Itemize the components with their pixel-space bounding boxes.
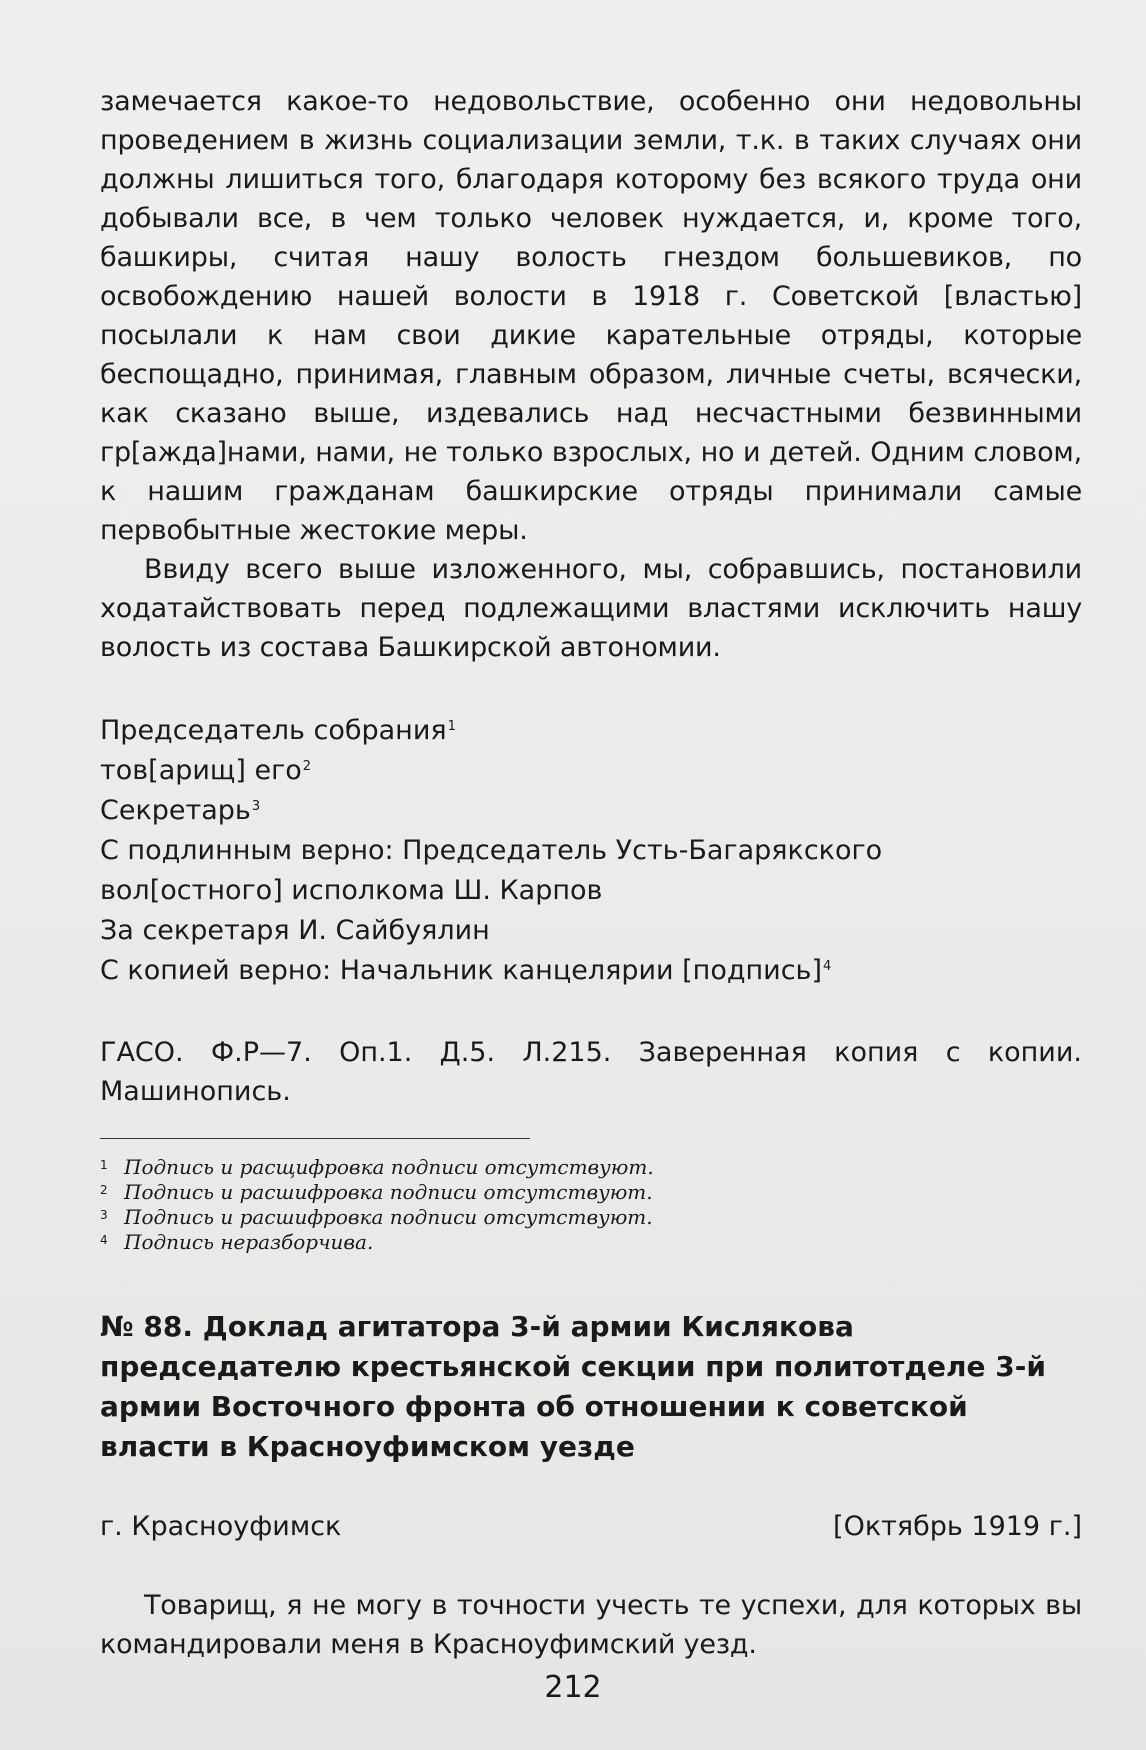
footnote-3-text: Подпись и расшифровка подписи отсутствуют. xyxy=(124,1205,653,1229)
footnote-4 xyxy=(100,1230,1082,1255)
page-number: 212 xyxy=(544,1670,602,1705)
signature-comrade-text: тов[арищ] его xyxy=(100,755,302,786)
signature-chairman-text: Председатель собрания xyxy=(100,715,447,746)
document-88-place-date xyxy=(100,1507,1082,1546)
footnote-2 xyxy=(100,1180,1082,1205)
footnote-4-number: 4 xyxy=(100,1233,108,1247)
footnote-ref-4: 4 xyxy=(823,959,832,974)
signature-block xyxy=(100,711,1082,991)
page-content xyxy=(100,82,1082,1664)
body-paragraph-2: Ввиду всего выше изложенного, мы, собравшись, постановили ходатайствовать перед подлежащими властями исключить нашу волость из состава Башкирской автономии. xyxy=(100,554,1082,663)
footnote-4-text: Подпись неразборчива. xyxy=(124,1230,374,1254)
footnote-divider xyxy=(100,1138,530,1139)
footnote-3 xyxy=(100,1205,1082,1230)
footnote-1-number: 1 xyxy=(100,1158,108,1172)
signature-chairman xyxy=(100,711,1082,751)
footnote-ref-2: 2 xyxy=(302,759,312,774)
document-88-place: г. Красноуфимск xyxy=(100,1511,342,1542)
signature-secretary xyxy=(100,791,1082,831)
certified-copy-line xyxy=(100,951,1082,991)
footnote-2-number: 2 xyxy=(100,1183,108,1197)
archive-reference: ГАСО. Ф.Р—7. Оп.1. Д.5. Л.215. Заверенная копия с копии. Машинопись. xyxy=(100,1037,1082,1107)
footnote-1 xyxy=(100,1155,1082,1180)
certified-copy-text: С копией верно: Начальник канцелярии [подпись] xyxy=(100,955,822,986)
footnote-ref-3: 3 xyxy=(251,799,261,814)
document-88-opening: Товарищ, я не могу в точности учесть те успехи, для которых вы командировали меня в Красноуфимский уезд. xyxy=(100,1590,1082,1660)
footnote-3-number: 3 xyxy=(100,1208,108,1222)
for-secretary-line: За секретаря И. Сайбуялин xyxy=(100,915,490,946)
document-88-date: [Октябрь 1919 г.] xyxy=(833,1511,1082,1542)
signature-secretary-text: Секретарь xyxy=(100,795,251,826)
body-paragraph-1: замечается какое-то недовольствие, особенно они недовольны проведением в жизнь социализации земли, т.к. в таких случаях они должны лишиться того, благодаря которому без всякого труда они добывали все, в чем только человек нуждается, и, кроме того, башкиры, считая нашу волость гнездом большевиков, по освобождению нашей волости в 1918 г. Советской [властью] посылали к нам свои дикие карательные отряды, которые беспощадно, принимая, главным образом, личные счеты, всячески, как сказано выше, издевались над несчастными безвинными гр[ажда]нами, нами, не только взрослых, но и детей. Одним словом, к нашим гражданам башкирские отряды принимали самые первобытные жестокие меры. xyxy=(100,86,1082,546)
document-88-heading: № 88. Доклад агитатора 3-й армии Кислякова председателю крестьянской секции при политотделе 3-й армии Восточного фронта об отношении к советской власти в Красноуфимском уезде xyxy=(100,1310,1046,1463)
footnote-2-text: Подпись и расшифровка подписи отсутствуют. xyxy=(124,1180,653,1204)
footnote-1-text: Подпись и расщифровка подписи отсутствуют. xyxy=(124,1155,654,1179)
footnote-ref-1: 1 xyxy=(447,719,456,734)
signature-comrade xyxy=(100,751,1082,791)
certified-original-line-1: С подлинным верно: Председатель Усть-Багарякского xyxy=(100,835,883,866)
footnotes xyxy=(100,1155,1082,1255)
certified-original-line-2: вол[остного] исполкома Ш. Карпов xyxy=(100,875,603,906)
